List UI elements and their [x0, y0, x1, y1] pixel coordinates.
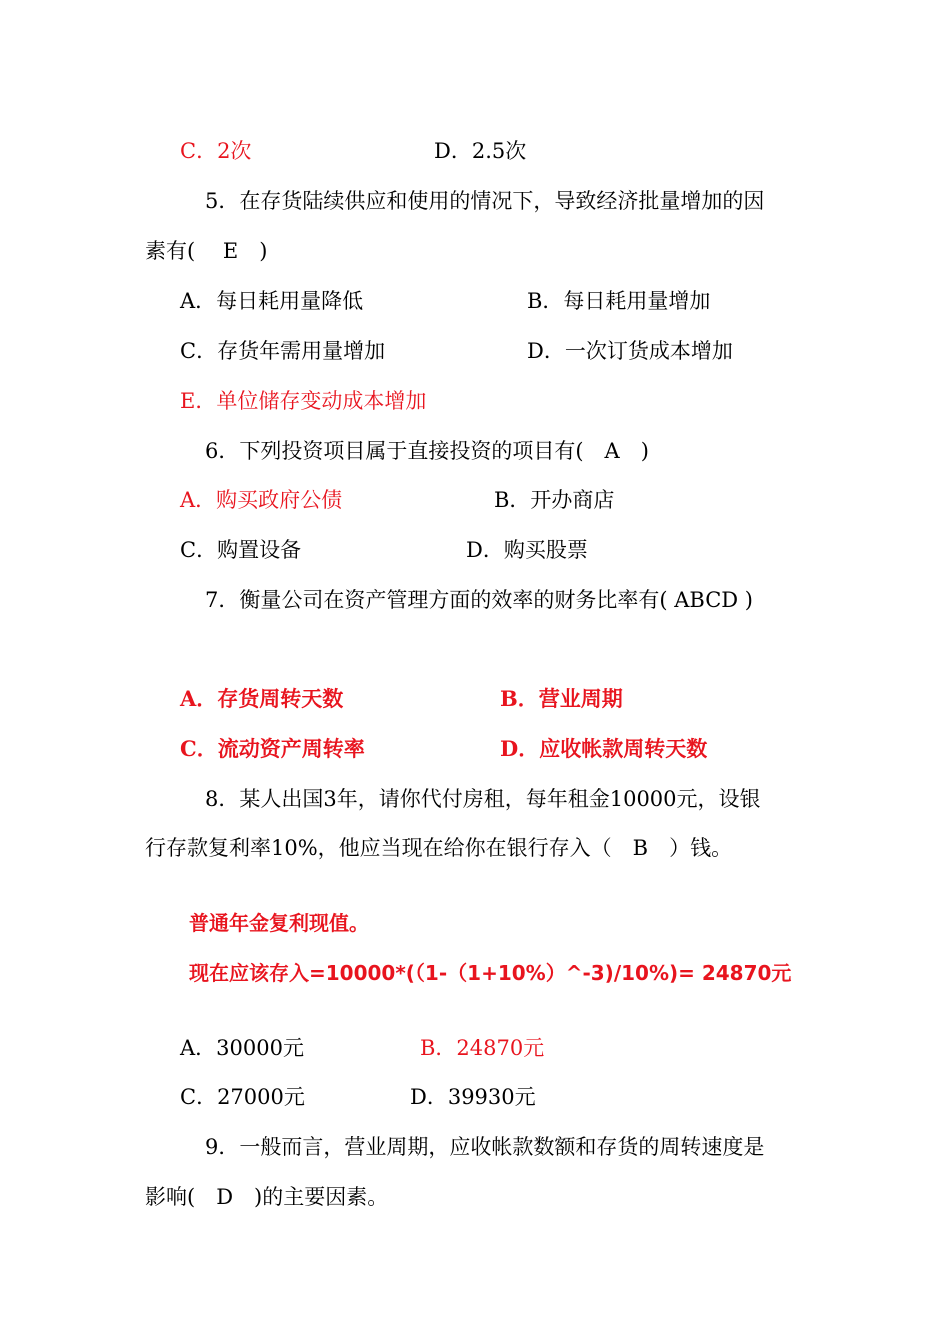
q9-stem-line1: 9．一般而言，营业周期，应收帐款数额和存货的周转速度是	[205, 1135, 765, 1159]
q7-option-c-answer: C．流动资产周转率	[180, 736, 365, 761]
q9-stem-line2: 影响( D )的主要因素。	[145, 1185, 389, 1209]
q5-stem-line2: 素有( E )	[145, 239, 268, 263]
q5-option-e-answer: E．单位储存变动成本增加	[180, 389, 427, 413]
q7-stem: 7．衡量公司在资产管理方面的效率的财务比率有( ABCD )	[205, 588, 753, 612]
q7-option-a-answer: A．存货周转天数	[180, 686, 344, 711]
q8-solution-formula: 现在应该存入=10000*(（1-（1+10%）^-3)/10%)= 24870元	[189, 961, 792, 985]
q8-stem-line1: 8．某人出国3年，请你代付房租，每年租金10000元，设银	[205, 787, 761, 811]
q7-option-b-answer: B．营业周期	[500, 686, 623, 711]
q8-option-b-answer: B．24870元	[420, 1036, 545, 1060]
q5-option-d: D．一次订货成本增加	[527, 339, 733, 363]
q8-solution-note: 普通年金复利现值。	[189, 911, 369, 935]
q5-option-a: A．每日耗用量降低	[180, 289, 364, 313]
q6-option-d: D．购买股票	[466, 538, 588, 562]
q6-option-c: C．购置设备	[180, 538, 302, 562]
q8-option-d: D．39930元	[410, 1085, 536, 1109]
q8-stem-line2: 行存款复利率10%，他应当现在给你在银行存入（ B ）钱。	[145, 836, 733, 860]
q6-stem: 6．下列投资项目属于直接投资的项目有( A )	[205, 439, 649, 463]
q6-option-b: B．开办商店	[494, 488, 615, 512]
q5-option-b: B．每日耗用量增加	[527, 289, 711, 313]
q5-stem-line1: 5．在存货陆续供应和使用的情况下，导致经济批量增加的因	[205, 189, 765, 213]
q6-option-a-answer: A．购买政府公债	[180, 488, 343, 512]
q7-option-d-answer: D．应收帐款周转天数	[500, 736, 708, 761]
q8-option-a: A．30000元	[180, 1036, 304, 1060]
q8-option-c: C．27000元	[180, 1085, 305, 1109]
q5-option-c: C．存货年需用量增加	[180, 339, 386, 363]
q4-option-d: D．2.5次	[434, 139, 527, 163]
q4-option-c-answer: C．2次	[180, 139, 252, 163]
